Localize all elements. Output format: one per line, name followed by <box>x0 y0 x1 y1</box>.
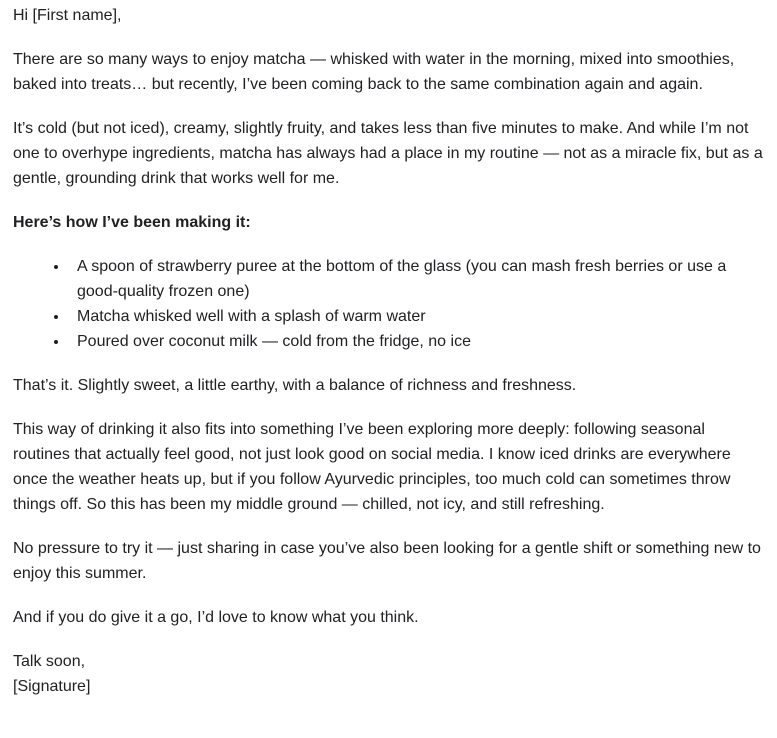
paragraph-intro: There are so many ways to enjoy matcha — whisked with water in the morning, mixed into smoothies, baked into treats… but recently, I’ve been coming back to the same combination again and again. <box>13 51 735 93</box>
paragraph-no-pressure: No pressure to try it — just sharing in case you’ve also been looking for a gentle shift or something new to enjoy this summer. <box>13 540 761 582</box>
list-item-strawberry: • A spoon of strawberry puree at the bottom of the glass (you can mash fresh berries or use a good-quality frozen one) <box>69 254 763 304</box>
paragraph-philosophy: This way of drinking it also fits into something I’ve been exploring more deeply: following seasonal routines that actually feel good, not just look good on social media. I know iced drinks are everywhere once the weather heats up, but if you follow Ayurvedic principles, too much cold can sometimes throw things off. So this has been my middle ground — chilled, not icy, and still refreshing. <box>13 421 731 513</box>
recipe-heading: Here’s how I’ve been making it: <box>13 214 251 231</box>
signature-placeholder: [Signature] <box>13 678 91 695</box>
paragraph-feedback: And if you do give it a go, I’d love to know what you think. <box>13 609 419 626</box>
paragraph-description: It’s cold (but not iced), creamy, slightly fruity, and takes less than five minutes to make. And while I’m not one to overhype ingredients, matcha has always had a place in my routine — not as a miracle fix, but as a gentle, grounding drink that works well for me. <box>13 120 763 187</box>
list-item-coconut-milk: • Poured over coconut milk — cold from the fridge, no ice <box>69 329 763 354</box>
signoff-line: Talk soon, <box>13 653 86 670</box>
list-item-matcha: • Matcha whisked well with a splash of warm water <box>69 304 763 329</box>
paragraph-summary: That’s it. Slightly sweet, a little earthy, with a balance of richness and freshness. <box>13 377 577 394</box>
signoff <box>13 649 763 699</box>
recipe-list <box>13 254 763 354</box>
greeting: Hi [First name], <box>13 7 122 24</box>
